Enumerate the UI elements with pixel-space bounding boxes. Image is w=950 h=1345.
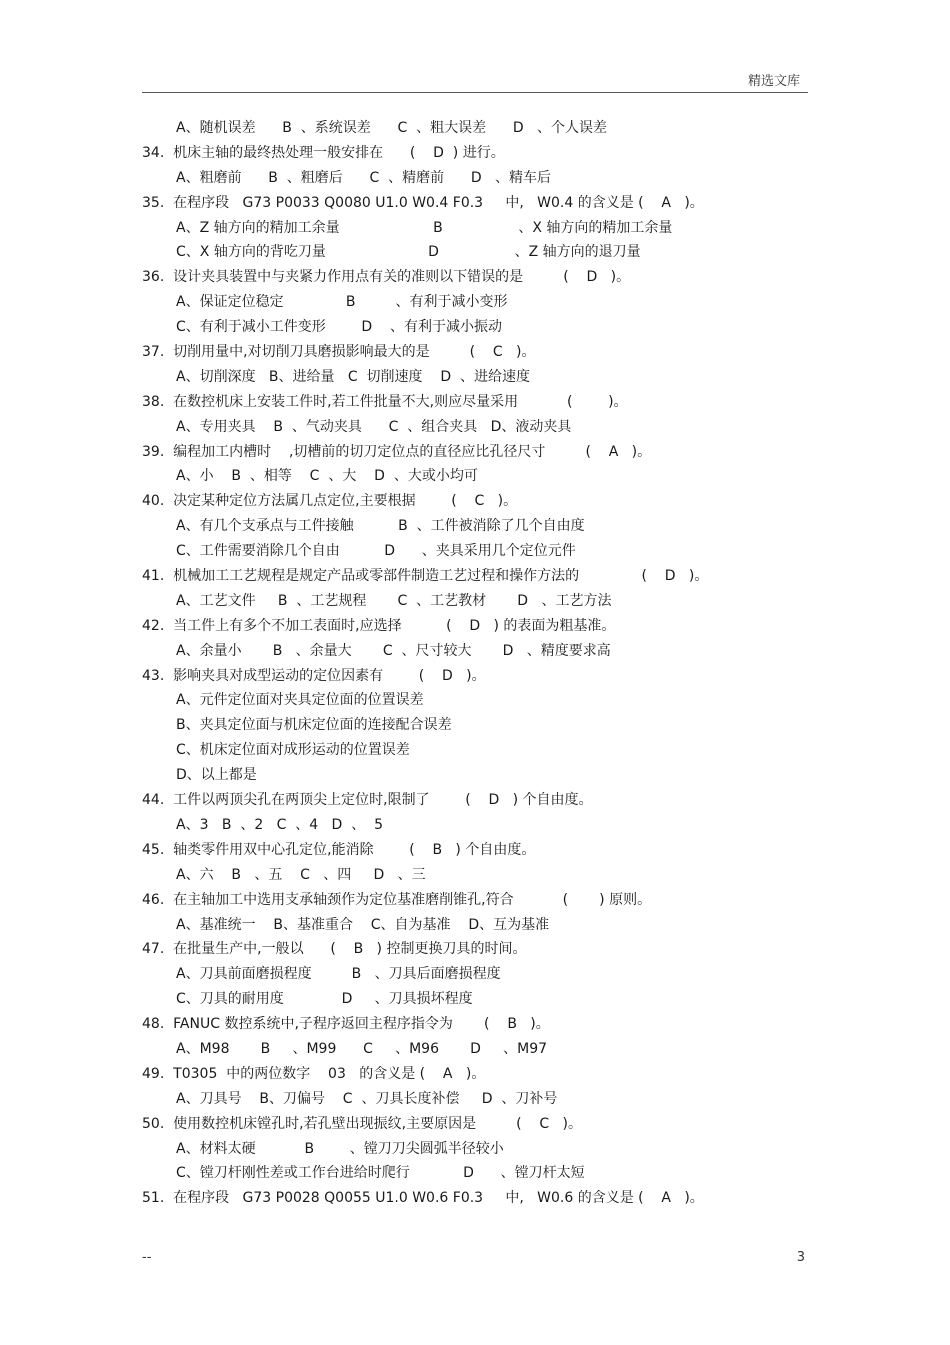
option-line: A、Z 轴方向的精加工余量 B 、X 轴方向的精加工余量: [176, 219, 673, 236]
question-list: [142, 116, 808, 1211]
option-line: A、基准统一 B、基准重合 C、自为基准 D、互为基准: [176, 916, 550, 933]
option-line: A、材料太硬 B 、镗刀刀尖圆弧半径较小: [176, 1140, 504, 1157]
question-line: 48. FANUC 数控系统中,子程序返回主程序指令为 ( B )。: [142, 1016, 550, 1033]
option-line: D、以上都是: [176, 767, 257, 784]
option-line: A、小 B 、相等 C 、大 D 、大或小均可: [176, 468, 478, 485]
option-line: A、切削深度 B、进给量 C 切削速度 D 、进给速度: [176, 368, 531, 385]
question-line: 41. 机械加工工艺规程是规定产品或零部件制造工艺过程和操作方法的 ( D )。: [142, 568, 709, 585]
question-line: 47. 在批量生产中,一般以 ( B ) 控制更换刀具的时间。: [142, 941, 527, 958]
option-line: B、夹具定位面与机床定位面的连接配合误差: [176, 717, 452, 734]
question-line: 40. 决定某种定位方法属几点定位,主要根据 ( C )。: [142, 493, 518, 510]
option-line: C、刀具的耐用度 D 、刀具损坏程度: [176, 991, 473, 1008]
option-line: A、随机误差 B 、系统误差 C 、粗大误差 D 、个人误差: [176, 120, 607, 136]
question-line: 42. 当工件上有多个不加工表面时,应选择 ( D ) 的表面为粗基准。: [142, 617, 616, 634]
option-line: A、刀具前面磨损程度 B 、刀具后面磨损程度: [176, 966, 501, 983]
question-line: 38. 在数控机床上安装工件时,若工件批量不大,则应尽量采用 ( )。: [142, 393, 628, 410]
option-line: A、专用夹具 B 、气动夹具 C 、组合夹具 D、液动夹具: [176, 418, 572, 435]
header-title: 精选文库: [747, 74, 800, 89]
option-line: A、工艺文件 B 、工艺规程 C 、工艺教材 D 、工艺方法: [176, 592, 612, 609]
question-line: 45. 轴类零件用双中心孔定位,能消除 ( B ) 个自由度。: [142, 841, 536, 858]
question-line: 50. 使用数控机床镗孔时,若孔壁出现振纹,主要原因是 ( C )。: [142, 1115, 582, 1132]
header-divider: [142, 92, 808, 93]
option-line: C、镗刀杆刚性差或工作台进给时爬行 D 、镗刀杆太短: [176, 1165, 585, 1182]
question-line: 34. 机床主轴的最终热处理一般安排在 ( D ) 进行。: [142, 144, 505, 161]
option-line: A、余量小 B 、余量大 C 、尺寸较大 D 、精度要求高: [176, 642, 611, 659]
question-line: 51. 在程序段 G73 P0028 Q0055 U1.0 W0.6 F0.3 中, W0.6 的含义是 ( A )。: [142, 1190, 704, 1207]
option-line: A、六 B 、五 C 、四 D 、三: [176, 866, 426, 883]
option-line: C、机床定位面对成形运动的位置误差: [176, 742, 410, 759]
option-line: A、元件定位面对夹具定位面的位置误差: [176, 692, 424, 709]
option-line: A、刀具号 B、刀偏号 C 、刀具长度补偿 D 、刀补号: [176, 1090, 558, 1107]
option-line: A、M98 B 、M99 C 、M96 D 、M97: [176, 1040, 548, 1057]
page-number: 3: [796, 1250, 805, 1265]
option-line: A、粗磨前 B 、粗磨后 C 、精磨前 D 、精车后: [176, 169, 551, 186]
option-line: A、有几个支承点与工件接触 B 、工件被消除了几个自由度: [176, 518, 585, 535]
option-line: A、3 B 、2 C 、4 D 、 5: [176, 816, 384, 833]
option-line: C、有利于减小工件变形 D 、有利于减小振动: [176, 319, 502, 336]
question-line: 35. 在程序段 G73 P0033 Q0080 U1.0 W0.4 F0.3 中, W0.4 的含义是 ( A )。: [142, 194, 704, 211]
question-line: 44. 工件以两顶尖孔在两顶尖上定位时,限制了 ( D ) 个自由度。: [142, 792, 593, 809]
question-line: 37. 切削用量中,对切削刀具磨损影响最大的是 ( C )。: [142, 344, 536, 361]
question-line: 49. T0305 中的两位数字 03 的含义是 ( A )。: [142, 1065, 486, 1082]
question-line: 46. 在主轴加工中选用支承轴颈作为定位基准磨削锥孔,符合 ( ) 原则。: [142, 891, 652, 908]
option-line: C、X 轴方向的背吃刀量 D 、Z 轴方向的退刀量: [176, 244, 641, 261]
question-line: 36. 设计夹具装置中与夹紧力作用点有关的准则以下错误的是 ( D )。: [142, 269, 631, 286]
option-line: C、工件需要消除几个自由 D 、夹具采用几个定位元件: [176, 543, 576, 560]
question-line: 43. 影响夹具对成型运动的定位因素有 ( D )。: [142, 667, 486, 684]
footer-left-mark: --: [142, 1250, 152, 1265]
question-line: 39. 编程加工内槽时 ,切槽前的切刀定位点的直径应比孔径尺寸 ( A )。: [142, 443, 652, 460]
option-line: A、保证定位稳定 B 、有利于减小变形: [176, 294, 508, 311]
